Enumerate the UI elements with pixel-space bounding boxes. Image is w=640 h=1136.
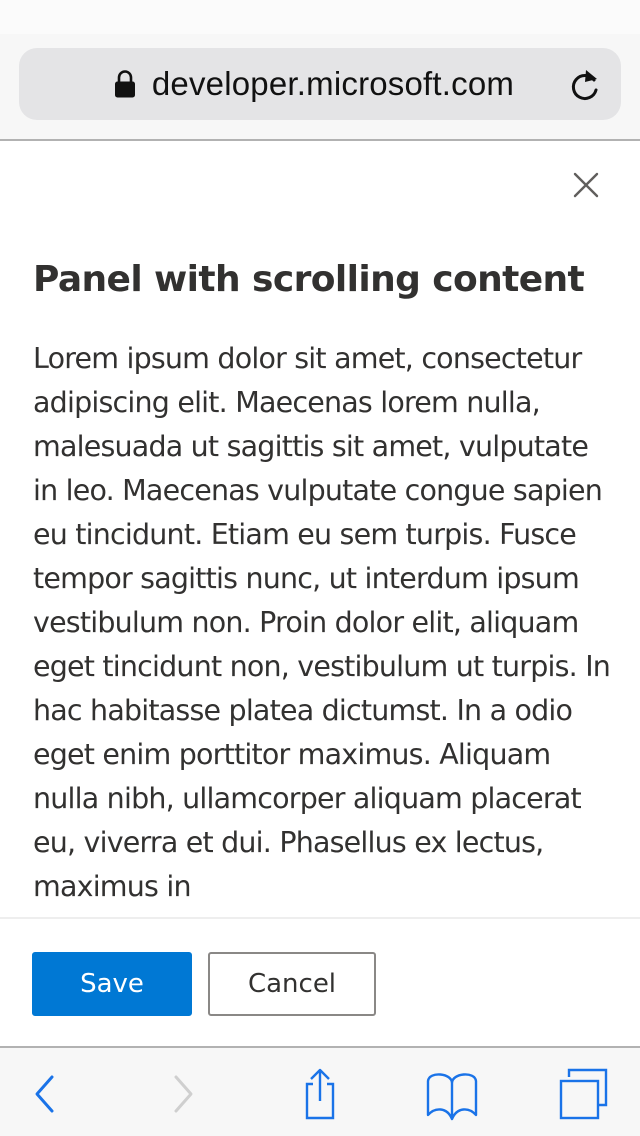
browser-top-bar xyxy=(0,0,640,141)
reload-icon[interactable] xyxy=(567,66,603,104)
close-icon xyxy=(566,165,606,205)
panel-footer xyxy=(0,919,640,1047)
status-bar xyxy=(0,0,640,34)
bookmarks-button[interactable] xyxy=(422,1066,482,1122)
share-button[interactable] xyxy=(292,1066,348,1122)
back-button[interactable] xyxy=(20,1066,70,1122)
chevron-right-icon xyxy=(170,1074,196,1114)
browser-bottom-toolbar xyxy=(0,1046,640,1136)
lock-icon xyxy=(114,69,136,99)
tabs-button[interactable] xyxy=(554,1066,614,1122)
forward-button[interactable] xyxy=(158,1066,208,1122)
panel-body-text: Lorem ipsum dolor sit amet, consectetur adipiscing elit. Maecenas lorem nulla, malesuada ut sagittis sit amet, vulputate in leo. Maecenas vulputate congue sapien eu tincidunt. Etiam eu sem turpis. Fusce tempor sagittis nunc, ut interdum ipsum vestibulum non. Proin dolor elit, aliquam eget tincidunt non, vestibulum ut turpis. In hac habitasse platea dictumst. In a odio eget enim porttitor maximus. Aliquam nulla nibh, ullamcorper aliquam placerat eu, viverra et dui. Phasellus ex lectus, maximus in xyxy=(33,342,611,903)
panel xyxy=(0,141,640,1047)
chevron-left-icon xyxy=(32,1074,58,1114)
save-button[interactable]: Save xyxy=(32,952,192,1016)
url-text: developer.microsoft.com xyxy=(151,65,515,102)
share-icon xyxy=(300,1067,340,1121)
book-icon xyxy=(425,1067,479,1121)
address-bar[interactable] xyxy=(19,48,621,120)
panel-title: Panel with scrolling content xyxy=(33,259,585,300)
address-content xyxy=(114,65,514,103)
close-button[interactable] xyxy=(566,165,606,205)
panel-scroll-content[interactable] xyxy=(33,337,613,915)
tabs-icon xyxy=(558,1067,610,1121)
cancel-button[interactable]: Cancel xyxy=(208,952,376,1016)
